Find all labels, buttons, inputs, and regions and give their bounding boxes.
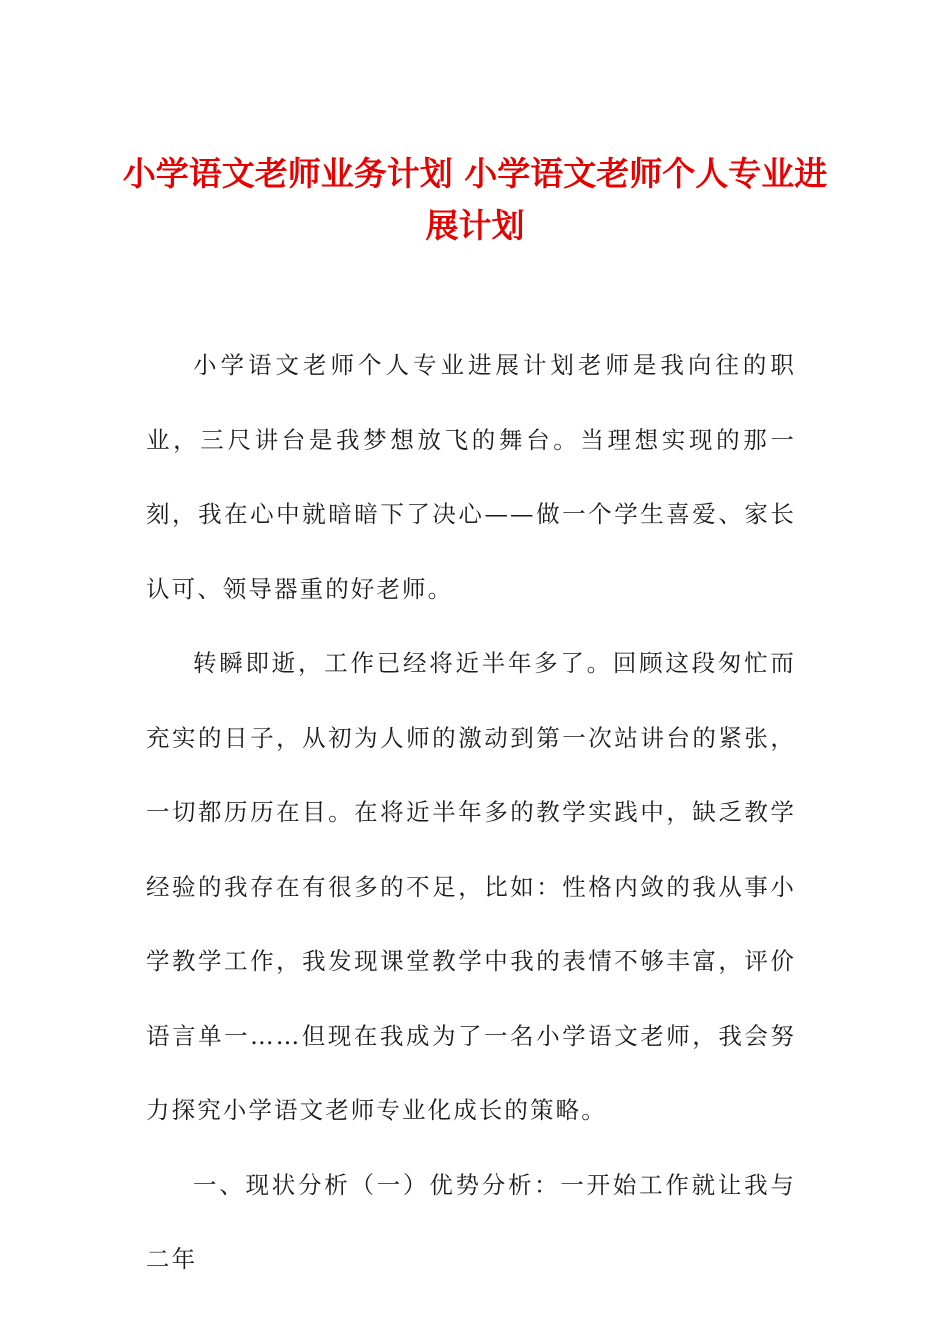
document-body xyxy=(146,328,796,1297)
paragraph-analysis: 一、现状分析（一）优势分析：一开始工作就让我与二年 xyxy=(146,1170,796,1273)
document-title: 小学语文老师业务计划 小学语文老师个人专业进展计划 xyxy=(122,154,828,245)
paragraph-reflection: 转瞬即逝，工作已经将近半年多了。回顾这段匆忙而充实的日子，从初为人师的激动到第一次站讲台的紧张，一切都历历在目。在将近半年多的教学实践中，缺乏教学经验的我存在有很多的不足，比如：性格内敛的我从事小学教学工作，我发现课堂教学中我的表情不够丰富，评价语言单一……但现在我成为了一名小学语文老师，我会努力探究小学语文老师专业化成长的策略。 xyxy=(146,649,796,1124)
paragraph-intro: 小学语文老师个人专业进展计划老师是我向往的职业，三尺讲台是我梦想放飞的舞台。当理想实现的那一刻，我在心中就暗暗下了决心——做一个学生喜爱、家长认可、领导器重的好老师。 xyxy=(146,351,796,603)
